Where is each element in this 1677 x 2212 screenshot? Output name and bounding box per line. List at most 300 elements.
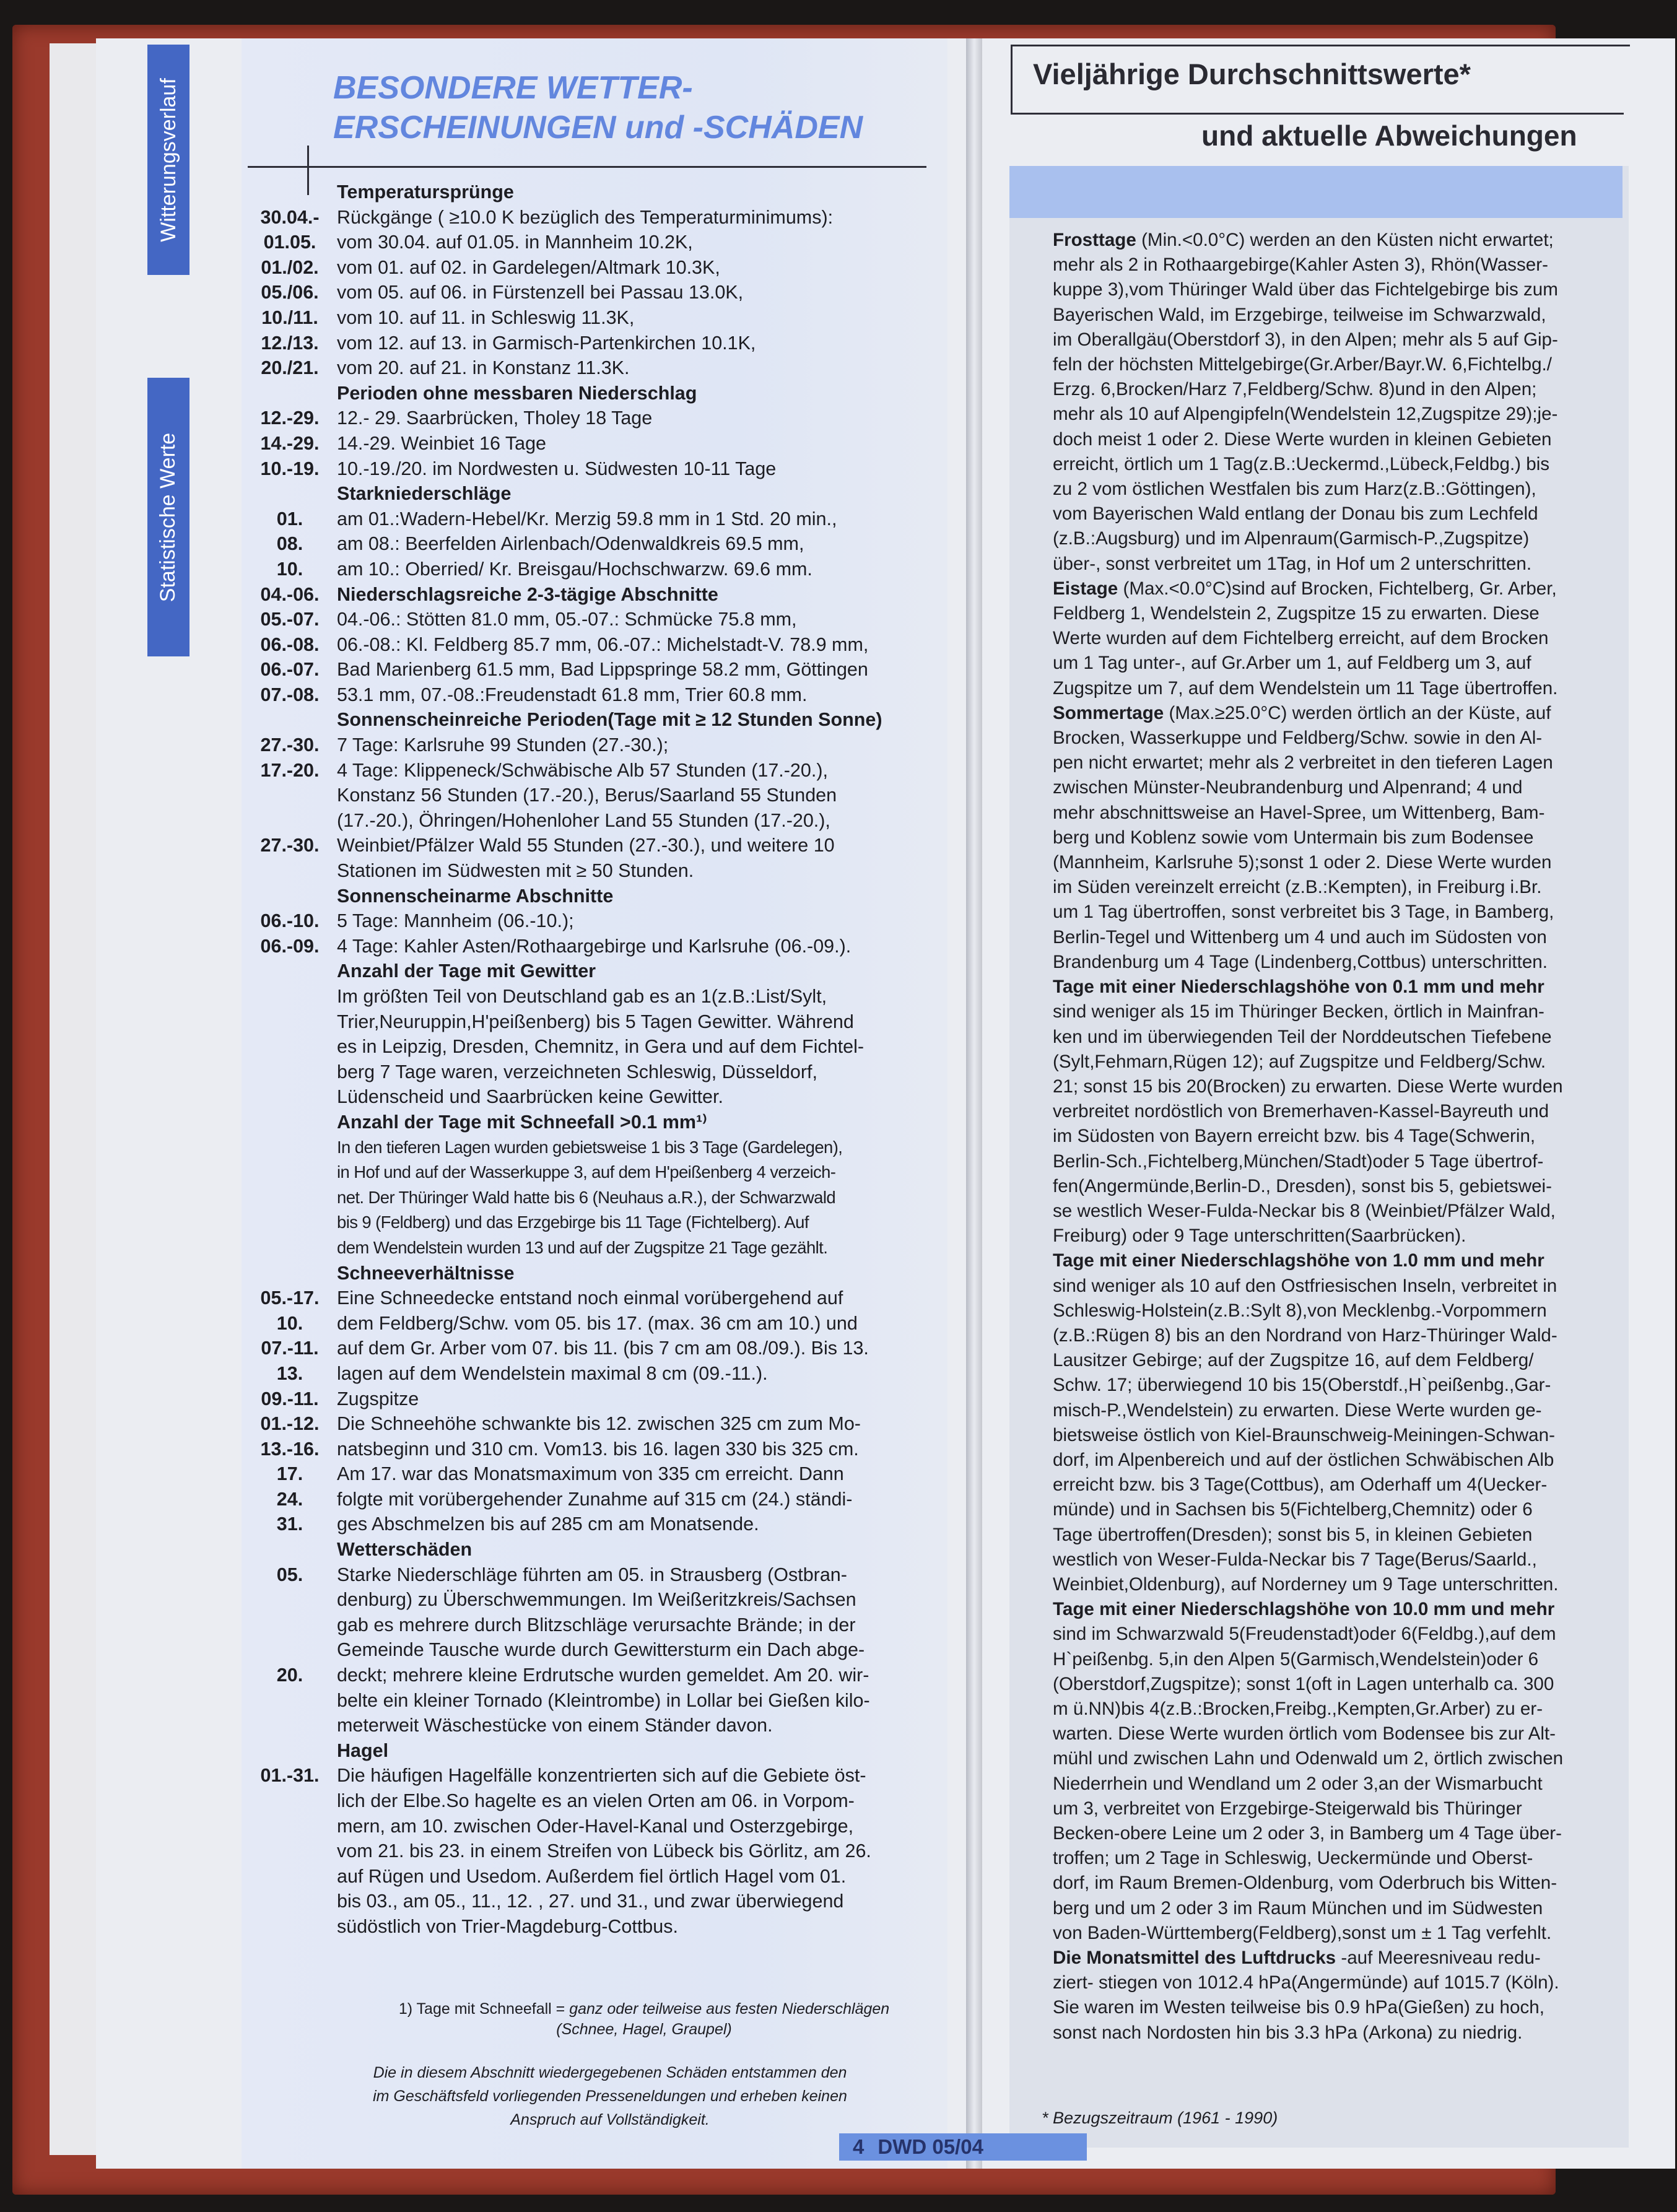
event-date: 01.-31. bbox=[260, 1765, 320, 1787]
subsection-heading: Sonnenscheinreiche Perioden(Tage mit ≥ 12 Stunden Sonne) bbox=[337, 709, 882, 731]
event-row bbox=[243, 1387, 955, 1412]
event-date: 05./06. bbox=[261, 282, 319, 303]
event-date: 01.-12. bbox=[260, 1413, 320, 1435]
text-line: erreicht bzw. bis 3 Tage(Cottbus), am Oderhaff um 4(Uecker- bbox=[1053, 1474, 1548, 1496]
event-row bbox=[243, 984, 955, 1009]
text-line: sind im Schwarzwald 5(Freudenstadt)oder 6(Feldbg.),auf dem bbox=[1053, 1624, 1556, 1645]
text-line: doch meist 1 oder 2. Diese Werte wurden in kleinen Gebieten bbox=[1053, 429, 1552, 450]
event-row bbox=[243, 1060, 955, 1085]
side-tab-label: Statistische Werte bbox=[156, 432, 180, 602]
text-line: pen nicht erwartet; mehr als 2 verbreitet in den tieferen Lagen bbox=[1053, 752, 1553, 773]
event-date bbox=[243, 481, 337, 507]
event-date: 01./02. bbox=[261, 256, 319, 278]
text-line: warten. Diese Werte wurden örtlich vom Bodensee bis zur Alt- bbox=[1053, 1723, 1556, 1744]
event-text: Starke Niederschläge führten am 05. in Strausberg (Ostbran- bbox=[337, 1564, 847, 1585]
event-row bbox=[243, 557, 955, 582]
event-row bbox=[243, 1437, 955, 1462]
text-line: Zugspitze um 7, auf dem Wendelstein um 11 Tage übertroffen. bbox=[1053, 677, 1558, 699]
text-line: Frosttage (Min.<0.0°C) werden an den Küsten nicht erwartet; bbox=[1053, 230, 1554, 250]
event-date bbox=[243, 1009, 337, 1035]
event-row bbox=[243, 1411, 955, 1437]
text-line: münde) und in Sachsen bis 5(Fichtelberg,Chemnitz) oder 6 bbox=[1053, 1499, 1533, 1520]
section-title-line-2: ERSCHEINUNGEN und -SCHÄDEN bbox=[333, 110, 863, 146]
event-date bbox=[243, 1839, 337, 1864]
section-title bbox=[333, 68, 863, 147]
side-tab-witterungsverlauf[interactable] bbox=[147, 45, 189, 275]
event-date: 17.-20. bbox=[260, 759, 320, 781]
text-line: mehr als 10 auf Alpengipfeln(Wendelstein 12,Zugspitze 29);je- bbox=[1053, 404, 1558, 425]
text-line: (z.B.:Rügen 8) bis an den Nordrand von Harz-Thüringer Wald- bbox=[1053, 1325, 1557, 1346]
subsection-heading-row bbox=[243, 180, 955, 205]
event-row bbox=[243, 1788, 955, 1814]
text-line: Tage mit einer Niederschlagshöhe von 1.0 mm und mehr bbox=[1053, 1250, 1544, 1271]
text-line: im Süden vereinzelt erreicht (z.B.:Kempten), in Freiburg i.Br. bbox=[1053, 877, 1542, 898]
text-line: dorf, im Alpenbereich und auf der östlichen Schwäbischen Alb bbox=[1053, 1449, 1554, 1470]
subsection-heading-row bbox=[243, 1738, 955, 1764]
event-row bbox=[243, 1235, 955, 1261]
text-line: um 1 Tag unter-, auf Gr.Arber um 1, auf Feldberg um 3, auf bbox=[1053, 653, 1531, 674]
event-row bbox=[243, 255, 955, 281]
text-line: Eistage (Max.<0.0°C)sind auf Brocken, Fichtelberg, Gr. Arber, bbox=[1053, 578, 1557, 599]
event-text: Die häufigen Hagelfälle konzentrierten sich auf die Gebiete öst- bbox=[337, 1765, 866, 1787]
event-text: lich der Elbe.So hagelte es an vielen Orten am 06. in Vorpom- bbox=[337, 1790, 855, 1811]
reference-period-note: * Bezugszeitraum (1961 - 1990) bbox=[1042, 2109, 1278, 2127]
event-date: 05. bbox=[276, 1564, 303, 1585]
text-line: verbreitet nordöstlich von Bremerhaven-Kassel-Bayreuth und bbox=[1053, 1101, 1549, 1122]
text-line: Tage mit einer Niederschlagshöhe von 10.0 mm und mehr bbox=[1053, 1599, 1555, 1620]
event-date: 06.-10. bbox=[260, 910, 320, 932]
text-line: mehr als 2 in Rothaargebirge(Kahler Asten 3), Rhön(Wasser- bbox=[1053, 255, 1548, 276]
text-line: mühl und zwischen Lahn und Odenwald um 2, örtlich zwischen bbox=[1053, 1748, 1564, 1769]
event-text: natsbeginn und 310 cm. Vom13. bis 16. lagen 330 bis 325 cm. bbox=[337, 1438, 859, 1460]
text-line: im Südosten von Bayern erreicht bzw. bis 4 Tage(Schwerin, bbox=[1053, 1126, 1536, 1147]
event-date bbox=[243, 1914, 337, 1940]
event-date: 01.05. bbox=[263, 232, 316, 253]
event-text: meterweit Wäschestücke von einem Ständer davon. bbox=[337, 1715, 773, 1736]
event-text: (17.-20.), Öhringen/Hohenloher Land 55 Stunden (17.-20.), bbox=[337, 809, 830, 831]
event-row bbox=[243, 1336, 955, 1361]
event-text: es in Leipzig, Dresden, Chemnitz, in Gera und auf dem Fichtel- bbox=[337, 1036, 865, 1058]
text-line: Niederrhein und Wendland um 2 oder 3,an der Wismarbucht bbox=[1053, 1773, 1543, 1794]
event-date bbox=[243, 1110, 337, 1135]
right-header-band bbox=[1009, 166, 1623, 218]
event-text: auf Rügen und Usedom. Außerdem fiel örtlich Hagel vom 01. bbox=[337, 1865, 847, 1887]
text-line: berg und um 2 oder 3 im Raum München und im Südwesten bbox=[1053, 1897, 1543, 1918]
text-line: dorf, im Raum Bremen-Oldenburg, vom Oderbruch bis Witten- bbox=[1053, 1873, 1557, 1894]
event-text: 7 Tage: Karlsruhe 99 Stunden (27.-30.); bbox=[337, 734, 669, 756]
disclaimer-line: Die in diesem Abschnitt wiedergegebenen Schäden entstammen den bbox=[373, 2064, 847, 2081]
subsection-heading: Niederschlagsreiche 2-3-tägige Abschnitte bbox=[337, 583, 718, 605]
event-date bbox=[243, 1084, 337, 1110]
text-line: Schw. 17; überwiegend 10 bis 15(Oberstdf.,H`peißenbg.,Gar- bbox=[1053, 1375, 1551, 1396]
event-date: 07.-08. bbox=[260, 684, 320, 705]
text-line: sind weniger als 15 im Thüringer Becken, örtlich in Mainfran- bbox=[1053, 1001, 1544, 1022]
event-text: 5 Tage: Mannheim (06.-10.); bbox=[337, 910, 574, 932]
event-date bbox=[243, 959, 337, 984]
event-text: gab es mehrere durch Blitzschläge verursachte Brände; in der bbox=[337, 1614, 856, 1635]
event-row bbox=[243, 783, 955, 808]
event-row bbox=[243, 1914, 955, 1940]
event-row bbox=[243, 1587, 955, 1613]
event-row bbox=[243, 1286, 955, 1311]
subsection-heading: Sonnenscheinarme Abschnitte bbox=[337, 885, 614, 907]
subsection-heading: Schneeverhältnisse bbox=[337, 1262, 515, 1284]
event-date bbox=[243, 1587, 337, 1613]
subsection-heading: Perioden ohne messbaren Niederschlag bbox=[337, 382, 697, 404]
right-section-subtitle: und aktuelle Abweichungen bbox=[1201, 120, 1577, 152]
event-text: vom 30.04. auf 01.05. in Mannheim 10.2K, bbox=[337, 232, 693, 253]
text-line: vom Bayerischen Wald entlang der Donau bis zum Lechfeld bbox=[1053, 503, 1538, 525]
event-row bbox=[243, 607, 955, 632]
event-date bbox=[243, 1613, 337, 1638]
event-text: 14.-29. Weinbiet 16 Tage bbox=[337, 432, 547, 454]
text-line: Berlin-Sch.,Fichtelberg,München/Stadt)oder 5 Tage übertrof- bbox=[1053, 1151, 1544, 1172]
right-section-title: Vieljährige Durchschnittswerte* bbox=[1033, 58, 1471, 90]
page-fold bbox=[966, 38, 982, 2169]
event-date: 13. bbox=[276, 1362, 303, 1384]
event-text: net. Der Thüringer Wald hatte bis 6 (Neuhaus a.R.), der Schwarzwald bbox=[337, 1187, 836, 1207]
event-text: deckt; mehrere kleine Erdrutsche wurden gemeldet. Am 20. wir- bbox=[337, 1665, 869, 1686]
text-line: H`peißenbg. 5,in den Alpen 5(Garmisch,Wendelstein)oder 6 bbox=[1053, 1648, 1539, 1670]
event-row bbox=[243, 682, 955, 708]
event-row bbox=[243, 1461, 955, 1487]
event-row bbox=[243, 1160, 955, 1185]
text-line: Tage mit einer Niederschlagshöhe von 0.1 mm und mehr bbox=[1053, 977, 1544, 998]
text-line: Werte wurden auf dem Fichtelberg erreicht, auf dem Brocken bbox=[1053, 628, 1549, 649]
subsection-heading-row bbox=[243, 1110, 955, 1135]
text-line: Weinbiet,Oldenburg), auf Norderney um 9 Tage unterschritten. bbox=[1053, 1574, 1559, 1595]
event-date bbox=[243, 1637, 337, 1663]
event-row bbox=[243, 758, 955, 783]
text-line: sind weniger als 10 auf den Ostfriesischen Inseln, verbreitet in bbox=[1053, 1275, 1557, 1296]
event-text: dem Wendelstein wurden 13 und auf der Zugspitze 21 Tage gezählt. bbox=[337, 1237, 828, 1257]
event-text: vom 01. auf 02. in Gardelegen/Altmark 10.3K, bbox=[337, 256, 720, 278]
text-line: sonst nach Nordosten hin bis 3.3 hPa (Arkona) zu niedrig. bbox=[1053, 2022, 1523, 2043]
event-text: 04.-06.: Stötten 81.0 mm, 05.-07.: Schmücke 75.8 mm, bbox=[337, 609, 797, 630]
text-line: se westlich Weser-Fulda-Neckar bis 8 (Weinbiet/Pfälzer Wald, bbox=[1053, 1200, 1556, 1221]
event-row bbox=[243, 305, 955, 331]
event-date bbox=[243, 984, 337, 1009]
event-text: 10.-19./20. im Nordwesten u. Südwesten 10-11 Tage bbox=[337, 458, 777, 479]
event-date bbox=[243, 783, 337, 808]
event-text: Gemeinde Tausche wurde durch Gewittersturm ein Dach abge- bbox=[337, 1639, 865, 1661]
page-footer bbox=[839, 2133, 1087, 2161]
text-line: im Oberallgäu(Oberstdorf 3), in den Alpen; mehr als 5 auf Gip- bbox=[1053, 329, 1558, 350]
footnote bbox=[338, 1999, 951, 2040]
event-row bbox=[243, 280, 955, 305]
text-line: Feldberg 1, Wendelstein 2, Zugspitze 15 zu erwarten. Diese bbox=[1053, 603, 1540, 624]
text-line: von Baden-Württemberg(Feldberg),sonst um ± 1 Tag verfehlt. bbox=[1053, 1922, 1552, 1943]
subsection-heading: Starkniederschläge bbox=[337, 483, 512, 505]
subsection-heading: Anzahl der Tage mit Gewitter bbox=[337, 960, 596, 982]
text-line: misch-P.,Wendelstein) zu erwarten. Diese Werte wurden ge- bbox=[1053, 1400, 1542, 1421]
event-row bbox=[243, 331, 955, 356]
text-line: 21; sonst 15 bis 20(Brocken) zu erwarten. Diese Werte wurden bbox=[1053, 1076, 1563, 1097]
event-text: am 08.: Beerfelden Airlenbach/Odenwaldkreis 69.5 mm, bbox=[337, 533, 804, 555]
event-row bbox=[243, 1210, 955, 1235]
event-row bbox=[243, 456, 955, 482]
text-line: Bayerischen Wald, im Erzgebirge, teilweise im Schwarzwald, bbox=[1053, 304, 1546, 325]
text-line: kuppe 3),vom Thüringer Wald über das Fichtelgebirge bis zum bbox=[1053, 279, 1558, 300]
event-date: 06.-07. bbox=[260, 659, 320, 681]
event-text: Bad Marienberg 61.5 mm, Bad Lippspringe 58.2 mm, Göttingen bbox=[337, 659, 868, 681]
text-line: Erzg. 6,Brocken/Harz 7,Feldberg/Schw. 8)und in den Alpen; bbox=[1053, 379, 1537, 400]
event-row bbox=[243, 1637, 955, 1663]
event-text: Lüdenscheid und Saarbrücken keine Gewitter. bbox=[337, 1086, 723, 1108]
subsection-heading-row bbox=[243, 959, 955, 984]
subsection-heading: Anzahl der Tage mit Schneefall >0.1 mm¹⁾ bbox=[337, 1111, 707, 1133]
text-line: Berlin-Tegel und Wittenberg um 4 und auch im Südosten von bbox=[1053, 926, 1547, 947]
event-date: 10. bbox=[276, 1312, 303, 1334]
event-text: denburg) zu Überschwemmungen. Im Weißeritzkreis/Sachsen bbox=[337, 1589, 856, 1611]
event-date: 12./13. bbox=[261, 332, 319, 354]
event-date bbox=[243, 707, 337, 733]
event-row bbox=[243, 858, 955, 884]
event-row bbox=[243, 1361, 955, 1387]
event-date bbox=[243, 180, 337, 205]
event-row bbox=[243, 1763, 955, 1788]
text-line: bietsweise östlich von Kiel-Braunschweig-Meiningen-Schwan- bbox=[1053, 1424, 1555, 1445]
event-date bbox=[243, 1688, 337, 1713]
event-text: vom 10. auf 11. in Schleswig 11.3K, bbox=[337, 307, 635, 328]
event-date: 10.-19. bbox=[260, 458, 320, 479]
event-date bbox=[243, 884, 337, 909]
event-row bbox=[243, 1185, 955, 1211]
text-line: Sommertage (Max.≥25.0°C) werden örtlich an der Küste, auf bbox=[1053, 702, 1551, 723]
text-line: berg und Koblenz sowie vom Untermain bis zum Bodensee bbox=[1053, 827, 1534, 848]
event-text: vom 12. auf 13. in Garmisch-Partenkirchen 10.1K, bbox=[337, 332, 756, 354]
event-date: 04.-06. bbox=[260, 583, 320, 605]
event-row bbox=[243, 1864, 955, 1889]
event-text: Weinbiet/Pfälzer Wald 55 Stunden (27.-30.), und weitere 10 bbox=[337, 835, 835, 856]
event-date: 13.-16. bbox=[260, 1438, 320, 1460]
event-date bbox=[243, 1235, 337, 1261]
event-row bbox=[243, 1613, 955, 1638]
event-date bbox=[243, 1738, 337, 1764]
text-line: zwischen Münster-Neubrandenburg und Alpenrand; 4 und bbox=[1053, 777, 1523, 798]
event-text: dem Feldberg/Schw. vom 05. bis 17. (max. 36 cm am 10.) und bbox=[337, 1312, 858, 1334]
event-date: 06.-08. bbox=[260, 634, 320, 655]
event-row bbox=[243, 1512, 955, 1537]
event-row bbox=[243, 833, 955, 858]
event-date: 30.04.- bbox=[260, 206, 320, 228]
event-text: bis 03., am 05., 11., 12. , 27. und 31., und zwar überwiegend bbox=[337, 1891, 844, 1912]
event-date bbox=[243, 1060, 337, 1085]
event-row bbox=[243, 1009, 955, 1035]
event-text: Stationen im Südwesten mit ≥ 50 Stunden. bbox=[337, 860, 694, 882]
event-row bbox=[243, 431, 955, 456]
event-text: Im größten Teil von Deutschland gab es an 1(z.B.:List/Sylt, bbox=[337, 986, 827, 1007]
text-line: Sie waren im Westen teilweise bis 0.9 hPa(Gießen) zu hoch, bbox=[1053, 1997, 1544, 2018]
event-text: In den tieferen Lagen wurden gebietsweise 1 bis 3 Tage (Gardelegen), bbox=[337, 1137, 843, 1157]
event-row bbox=[243, 507, 955, 532]
event-date: 09.-11. bbox=[261, 1388, 319, 1409]
weather-events-list bbox=[243, 180, 955, 1940]
event-date bbox=[243, 1185, 337, 1211]
text-line: (Sylt,Fehmarn,Rügen 12); auf Zugspitze und Feldberg/Schw. bbox=[1053, 1051, 1546, 1072]
text-line: Brandenburg um 4 Tage (Lindenberg,Cottbus) unterschritten. bbox=[1053, 951, 1548, 972]
event-text: südöstlich von Trier-Magdeburg-Cottbus. bbox=[337, 1915, 678, 1937]
event-text: 4 Tage: Klippeneck/Schwäbische Alb 57 Stunden (17.-20.), bbox=[337, 759, 828, 781]
text-line: fen(Angermünde,Berlin-D., Dresden), sonst bis 5, gebietswei- bbox=[1053, 1175, 1552, 1196]
event-row bbox=[243, 531, 955, 557]
event-date: 10./11. bbox=[261, 307, 318, 328]
event-date bbox=[243, 1261, 337, 1286]
event-date: 05.-07. bbox=[260, 609, 320, 630]
event-date bbox=[243, 1788, 337, 1814]
disclaimer-line: im Geschäftsfeld vorliegenden Presseneldungen und erheben keinen bbox=[373, 2088, 847, 2105]
text-line: über-, sonst verbreitet um 1Tag, in Hof um 2 unterschritten. bbox=[1053, 553, 1532, 574]
footnote-definition-line-2: (Schnee, Hagel, Graupel) bbox=[556, 2021, 732, 2038]
subsection-heading-row bbox=[243, 582, 955, 607]
disclaimer bbox=[291, 2061, 929, 2131]
event-row bbox=[243, 1135, 955, 1160]
subsection-heading: Temperatursprünge bbox=[337, 181, 514, 202]
subsection-heading: Hagel bbox=[337, 1740, 389, 1761]
event-row bbox=[243, 1814, 955, 1839]
event-date bbox=[243, 1814, 337, 1839]
event-date: 20./21. bbox=[261, 357, 319, 379]
text-line: Lausitzer Gebirge; auf der Zugspitze 16, auf dem Feldberg/ bbox=[1053, 1350, 1534, 1371]
disclaimer-line: Anspruch auf Vollständigkeit. bbox=[510, 2111, 710, 2128]
event-text: in Hof und auf der Wasserkuppe 3, auf dem H'peißenberg 4 verzeich- bbox=[337, 1162, 836, 1182]
text-line: erreicht, örtlich um 1 Tag(z.B.:Ueckermd.,Lübeck,Feldbg.) bis bbox=[1053, 453, 1550, 474]
event-row bbox=[243, 1839, 955, 1864]
event-row bbox=[243, 632, 955, 658]
subsection-heading-row bbox=[243, 884, 955, 909]
event-date: 05.-17. bbox=[260, 1287, 320, 1309]
text-line: (z.B.:Augsburg) und im Alpenraum(Garmisch-P.,Zugspitze) bbox=[1053, 528, 1530, 549]
text-line: westlich von Weser-Fulda-Neckar bis 7 Tage(Berus/Saarld., bbox=[1053, 1549, 1537, 1570]
event-date: 27.-30. bbox=[260, 734, 320, 756]
event-row bbox=[243, 355, 955, 381]
subsection-heading-row bbox=[243, 481, 955, 507]
event-row bbox=[243, 1034, 955, 1060]
averages-text bbox=[1053, 228, 1632, 2045]
event-date: 08. bbox=[276, 533, 303, 555]
event-text: belte ein kleiner Tornado (Kleintrombe) in Lollar bei Gießen kilo- bbox=[337, 1689, 870, 1711]
event-date: 17. bbox=[276, 1463, 303, 1485]
side-tab-label: Witterungsverlauf bbox=[156, 77, 180, 242]
event-text: folgte mit vorübergehender Zunahme auf 315 cm (24.) ständi- bbox=[337, 1488, 853, 1510]
event-row bbox=[243, 1487, 955, 1512]
event-row bbox=[243, 1889, 955, 1914]
text-line: troffen; um 2 Tage in Schleswig, Ueckermünde und Oberst- bbox=[1053, 1848, 1533, 1869]
event-date: 20. bbox=[276, 1665, 303, 1686]
text-line: ken und im überwiegenden Teil der Norddeutschen Tiefebene bbox=[1053, 1026, 1552, 1047]
event-date: 14.-29. bbox=[260, 432, 320, 454]
event-text: Am 17. war das Monatsmaximum von 335 cm erreicht. Dann bbox=[337, 1463, 844, 1485]
event-date: 12.-29. bbox=[260, 407, 320, 429]
event-text: vom 20. auf 21. in Konstanz 11.3K. bbox=[337, 357, 630, 379]
event-text: auf dem Gr. Arber vom 07. bis 11. (bis 7 cm am 08./09.). Bis 13. bbox=[337, 1338, 869, 1359]
event-date: 07.-11. bbox=[261, 1338, 319, 1359]
event-row bbox=[243, 1713, 955, 1738]
event-date: 10. bbox=[276, 558, 303, 580]
event-text: Trier,Neuruppin,H'peißenberg) bis 5 Tagen Gewitter. Während bbox=[337, 1011, 854, 1032]
event-date: 06.-09. bbox=[260, 935, 320, 957]
event-text: berg 7 Tage waren, verzeichneten Schleswig, Düsseldorf, bbox=[337, 1061, 817, 1082]
event-text: lagen auf dem Wendelstein maximal 8 cm (09.-11.). bbox=[337, 1362, 768, 1384]
event-date bbox=[243, 1034, 337, 1060]
event-date bbox=[243, 1864, 337, 1889]
text-line: zu 2 vom östlichen Westfalen bis zum Harz(z.B.:Göttingen), bbox=[1053, 479, 1536, 500]
event-text: Rückgänge ( ≥10.0 K bezüglich des Temperaturminimums): bbox=[337, 206, 834, 228]
section-title-line-1: BESONDERE WETTER- bbox=[333, 70, 693, 106]
event-date: 24. bbox=[276, 1488, 303, 1510]
event-date bbox=[243, 1210, 337, 1235]
text-line: um 3, verbreitet von Erzgebirge-Steigerwald bis Thüringer bbox=[1053, 1798, 1522, 1819]
footnote-definition: ganz oder teilweise aus festen Niederschlägen bbox=[569, 2000, 890, 2018]
event-text: am 01.:Wadern-Hebel/Kr. Merzig 59.8 mm in 1 Std. 20 min., bbox=[337, 508, 837, 529]
text-line: um 1 Tag übertroffen, sonst verbreitet bis 3 Tage, in Bamberg, bbox=[1053, 902, 1554, 923]
event-text: vom 21. bis 23. in einem Streifen von Lübeck bis Görlitz, am 26. bbox=[337, 1840, 871, 1862]
event-text: Die Schneehöhe schwankte bis 12. zwischen 325 cm zum Mo- bbox=[337, 1413, 861, 1435]
event-text: bis 9 (Feldberg) und das Erzgebirge bis 11 Tage (Fichtelberg). Auf bbox=[337, 1213, 809, 1232]
event-date bbox=[243, 381, 337, 406]
event-row bbox=[243, 1084, 955, 1110]
event-text: Konstanz 56 Stunden (17.-20.), Berus/Saarland 55 Stunden bbox=[337, 785, 837, 806]
event-row bbox=[243, 205, 955, 230]
subsection-heading-row bbox=[243, 381, 955, 406]
event-text: Zugspitze bbox=[337, 1388, 419, 1409]
publication-label: DWD 05/04 bbox=[878, 2135, 983, 2158]
subsection-heading-row bbox=[243, 1261, 955, 1286]
event-row bbox=[243, 657, 955, 682]
event-text: 12.- 29. Saarbrücken, Tholey 18 Tage bbox=[337, 407, 653, 429]
text-line: feln der höchsten Mittelgebirge(Gr.Arber/Bayr.W. 6,Fichtelbg./ bbox=[1053, 354, 1552, 375]
footnote-label: 1) Tage mit Schneefall = bbox=[398, 2000, 570, 2018]
event-row bbox=[243, 230, 955, 255]
event-text: ges Abschmelzen bis auf 285 cm am Monatsende. bbox=[337, 1513, 759, 1535]
event-text: Eine Schneedecke entstand noch einmal vorübergehend auf bbox=[337, 1287, 843, 1309]
event-text: am 10.: Oberried/ Kr. Breisgau/Hochschwarzw. 69.6 mm. bbox=[337, 558, 812, 580]
event-date bbox=[243, 1713, 337, 1738]
subsection-heading-row bbox=[243, 707, 955, 733]
event-row bbox=[243, 1688, 955, 1713]
event-date: 27.-30. bbox=[260, 835, 320, 856]
right-header-rule bbox=[1011, 113, 1624, 115]
event-date bbox=[243, 808, 337, 834]
text-line: (Mannheim, Karlsruhe 5);sonst 1 oder 2. Diese Werte wurden bbox=[1053, 852, 1552, 873]
text-line: Brocken, Wasserkuppe und Feldberg/Schw. sowie in den Al- bbox=[1053, 728, 1543, 749]
event-row bbox=[243, 808, 955, 834]
event-date bbox=[243, 1889, 337, 1914]
event-date: 01. bbox=[276, 508, 303, 529]
text-line: Freiburg) oder 9 Tage unterschritten(Saarbrücken). bbox=[1053, 1226, 1466, 1247]
text-line: ziert- stiegen von 1012.4 hPa(Angermünde) auf 1015.7 (Köln). bbox=[1053, 1972, 1559, 1993]
event-date bbox=[243, 1135, 337, 1160]
event-text: 4 Tage: Kahler Asten/Rothaargebirge und Karlsruhe (06.-09.). bbox=[337, 935, 852, 957]
text-line: Tage übertroffen(Dresden); sonst bis 5, in kleinen Gebieten bbox=[1053, 1524, 1533, 1545]
event-date bbox=[243, 1537, 337, 1562]
event-text: 06.-08.: Kl. Feldberg 85.7 mm, 06.-07.: Michelstadt-V. 78.9 mm, bbox=[337, 634, 869, 655]
event-row bbox=[243, 934, 955, 959]
text-line: m ü.NN)bis 4(z.B.:Brocken,Freibg.,Kempten,Gr.Arber) zu er- bbox=[1053, 1698, 1543, 1719]
event-row bbox=[243, 908, 955, 934]
text-line: (Oberstdorf,Zugspitze); sonst 1(oft in Lagen unterhalb ca. 300 bbox=[1053, 1673, 1554, 1694]
event-date bbox=[243, 1160, 337, 1185]
text-line: Schleswig-Holstein(z.B.:Sylt 8),von Mecklenbg.-Vorpommern bbox=[1053, 1300, 1547, 1321]
event-row bbox=[243, 1562, 955, 1588]
text-line: Die Monatsmittel des Luftdrucks -auf Meeresniveau redu- bbox=[1053, 1948, 1541, 1969]
page-number: 4 bbox=[853, 2135, 865, 2158]
event-text: 53.1 mm, 07.-08.:Freudenstadt 61.8 mm, Trier 60.8 mm. bbox=[337, 684, 808, 705]
subsection-heading-row bbox=[243, 1537, 955, 1562]
event-row bbox=[243, 1311, 955, 1336]
side-tab-statistische-werte[interactable] bbox=[147, 378, 189, 656]
event-date: 31. bbox=[276, 1513, 303, 1535]
